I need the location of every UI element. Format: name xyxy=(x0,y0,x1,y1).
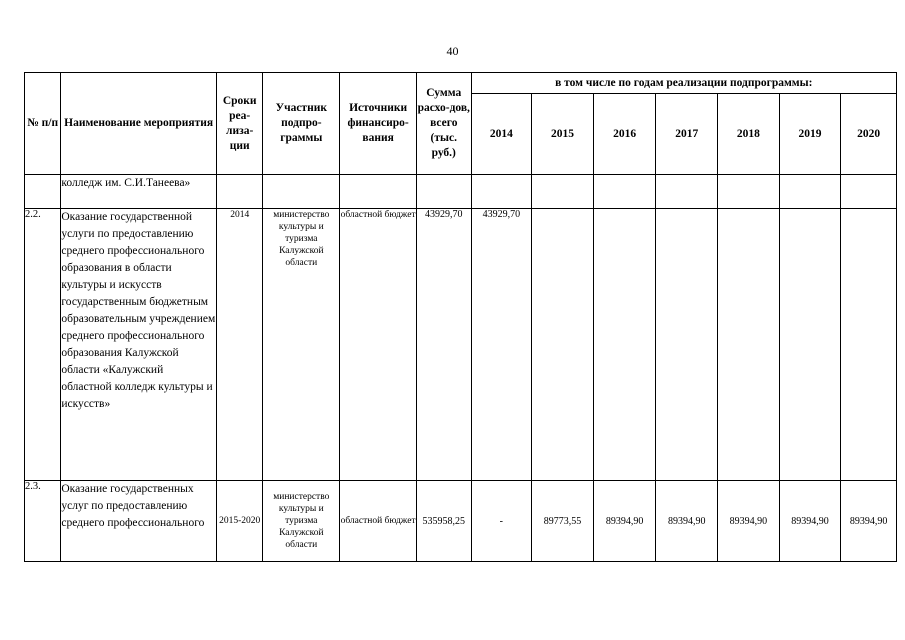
row-year-value xyxy=(779,209,841,481)
row-year-value: 89394,90 xyxy=(841,481,897,562)
row-name: колледж им. С.И.Танеева» xyxy=(61,175,217,209)
header-source: Источники финансиро-вания xyxy=(340,73,417,175)
row-year-value xyxy=(779,175,841,209)
row-year-value xyxy=(532,175,594,209)
subprogram-table xyxy=(24,72,897,562)
row-year-value: - xyxy=(471,481,532,562)
header-year: 2019 xyxy=(779,94,841,175)
row-num xyxy=(25,175,61,209)
header-name: Наименование мероприятия xyxy=(61,73,217,175)
row-term xyxy=(216,175,262,209)
row-year-value: 89394,90 xyxy=(656,481,718,562)
row-year-value xyxy=(471,175,532,209)
row-num: 2.2. xyxy=(25,209,61,481)
page-number: 40 xyxy=(446,44,459,58)
row-year-value: 89773,55 xyxy=(532,481,594,562)
row-name: Оказание государственной услуги по предоставлению среднего профессионального образования в области культуры и искусств государственным бюджетным образовательным учреждением среднего профессионального образования Калужской области «Калужский областной колледж культуры и искусств» xyxy=(61,209,217,481)
row-sum: 535958,25 xyxy=(416,481,471,562)
row-participant: министерство культуры и туризма Калужской области xyxy=(263,209,340,481)
header-year: 2018 xyxy=(718,94,780,175)
row-source xyxy=(340,175,417,209)
header-participant: Участник подпро-граммы xyxy=(263,73,340,175)
header-term: Сроки реа-лиза-ции xyxy=(216,73,262,175)
row-participant xyxy=(263,175,340,209)
table-row xyxy=(25,209,897,481)
row-source: областной бюджет xyxy=(340,209,417,481)
row-term: 2015-2020 xyxy=(216,481,262,562)
header-num: № п/п xyxy=(25,73,61,175)
row-term: 2014 xyxy=(216,209,262,481)
row-year-value xyxy=(718,209,780,481)
row-year-value: 89394,90 xyxy=(779,481,841,562)
row-year-value xyxy=(656,209,718,481)
row-num: 2.3. xyxy=(25,481,61,562)
row-year-value xyxy=(593,209,656,481)
row-year-value: 89394,90 xyxy=(593,481,656,562)
row-name: Оказание государственных услуг по предоставлению среднего профессионального xyxy=(61,481,217,562)
row-year-value xyxy=(593,175,656,209)
header-year: 2020 xyxy=(841,94,897,175)
header-sum: Сумма расхо-дов, всего (тыс. руб.) xyxy=(416,73,471,175)
table-row xyxy=(25,481,897,562)
row-year-value xyxy=(841,209,897,481)
row-year-value: 43929,70 xyxy=(471,209,532,481)
row-source: областной бюджет xyxy=(340,481,417,562)
header-year: 2014 xyxy=(471,94,532,175)
row-year-value xyxy=(532,209,594,481)
row-participant: министерство культуры и туризма Калужской области xyxy=(263,481,340,562)
row-year-value xyxy=(718,175,780,209)
row-sum xyxy=(416,175,471,209)
row-sum: 43929,70 xyxy=(416,209,471,481)
header-year: 2017 xyxy=(656,94,718,175)
row-year-value xyxy=(656,175,718,209)
header-years-group: в том числе по годам реализации подпрограммы: xyxy=(471,73,896,94)
table-row xyxy=(25,175,897,209)
row-year-value xyxy=(841,175,897,209)
row-year-value: 89394,90 xyxy=(718,481,780,562)
header-row-1 xyxy=(25,73,897,94)
header-year: 2016 xyxy=(593,94,656,175)
header-year: 2015 xyxy=(532,94,594,175)
